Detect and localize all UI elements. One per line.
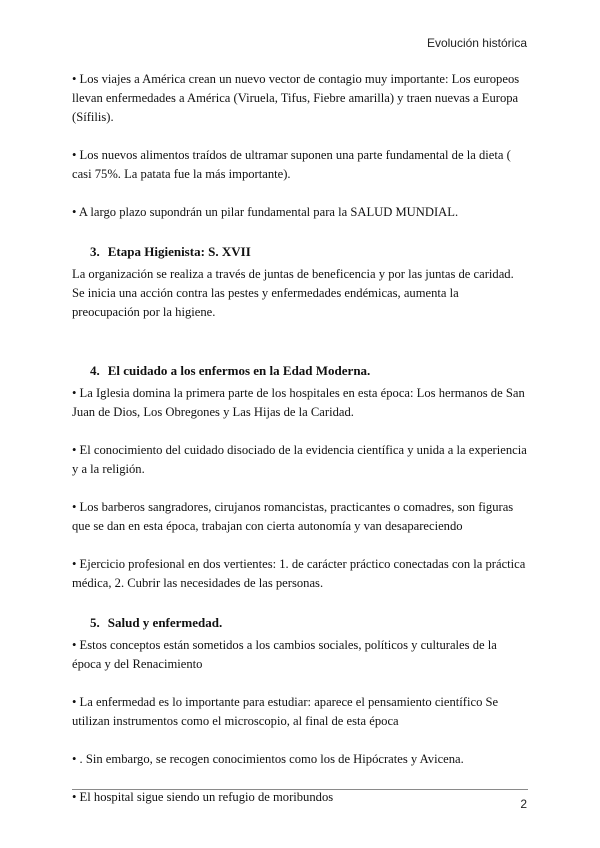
section-title: Salud y enfermedad. bbox=[107, 615, 223, 630]
paragraph-conceptos: • Estos conceptos están sometidos a los cambios sociales, políticos y culturales de la época y del Renacimiento bbox=[72, 638, 497, 671]
paragraph-hipocrates: • . Sin embargo, se recogen conocimientos como los de Hipócrates y Avicena. bbox=[72, 752, 464, 766]
section-heading-4 bbox=[90, 360, 528, 382]
paragraph-conocimiento-cuidado: • El conocimiento del cuidado disociado de la evidencia científica y unida a la experiencia y a la religión. bbox=[72, 443, 527, 476]
section-heading-5 bbox=[90, 612, 528, 634]
paragraph-nuevos-alimentos: • Los nuevos alimentos traídos de ultramar suponen una parte fundamental de la dieta ( casi 75%. La patata fue la más importante). bbox=[72, 148, 511, 181]
paragraph-enfermedad: • La enfermedad es lo importante para estudiar: aparece el pensamiento científico Se utilizan instrumentos como el microscopio, al final de esta época bbox=[72, 695, 499, 728]
section-title: Etapa Higienista: S. XVII bbox=[107, 244, 251, 259]
document-body bbox=[72, 70, 528, 807]
paragraph-barberos: • Los barberos sangradores, cirujanos romancistas, practicantes o comadres, son figuras que se dan en esta época, trabajan con cierta autonomía y van desapareciendo bbox=[72, 500, 514, 533]
paragraph-hospital-refugio: • El hospital sigue siendo un refugio de moribundos bbox=[72, 790, 334, 804]
section-heading-3 bbox=[90, 241, 528, 263]
section-title: El cuidado a los enfermos en la Edad Moderna. bbox=[107, 363, 371, 378]
section-number: 5. bbox=[90, 615, 100, 630]
page-header-title: Evolución histórica bbox=[426, 36, 527, 50]
paragraph-viajes-america: • Los viajes a América crean un nuevo vector de contagio muy importante: Los europeos llevan enfermedades a América (Viruela, Tifus, Fiebre amarilla) y traen nuevas a Europa (Sífilis). bbox=[72, 72, 520, 124]
paragraph-ejercicio-profesional: • Ejercicio profesional en dos vertientes: 1. de carácter práctico conectadas con la práctica médica, 2. Cubrir las necesidades de las personas. bbox=[72, 557, 526, 590]
page-number: 2 bbox=[520, 797, 527, 811]
paragraph-salud-mundial: • A largo plazo supondrán un pilar fundamental para la SALUD MUNDIAL. bbox=[72, 205, 459, 219]
paragraph-organizacion: La organización se realiza a través de juntas de beneficencia y por las juntas de caridad. Se inicia una acción contra las pestes y enfermedades endémicas, aumenta la preocupación por la higiene. bbox=[72, 267, 514, 319]
section-number: 3. bbox=[90, 244, 100, 259]
footer-divider bbox=[72, 789, 528, 790]
paragraph-iglesia-hospitales: • La Iglesia domina la primera parte de los hospitales en esta época: Los hermanos de San Juan de Dios, Los Obregones y Las Hijas de la Caridad. bbox=[72, 386, 525, 419]
section-number: 4. bbox=[90, 363, 100, 378]
